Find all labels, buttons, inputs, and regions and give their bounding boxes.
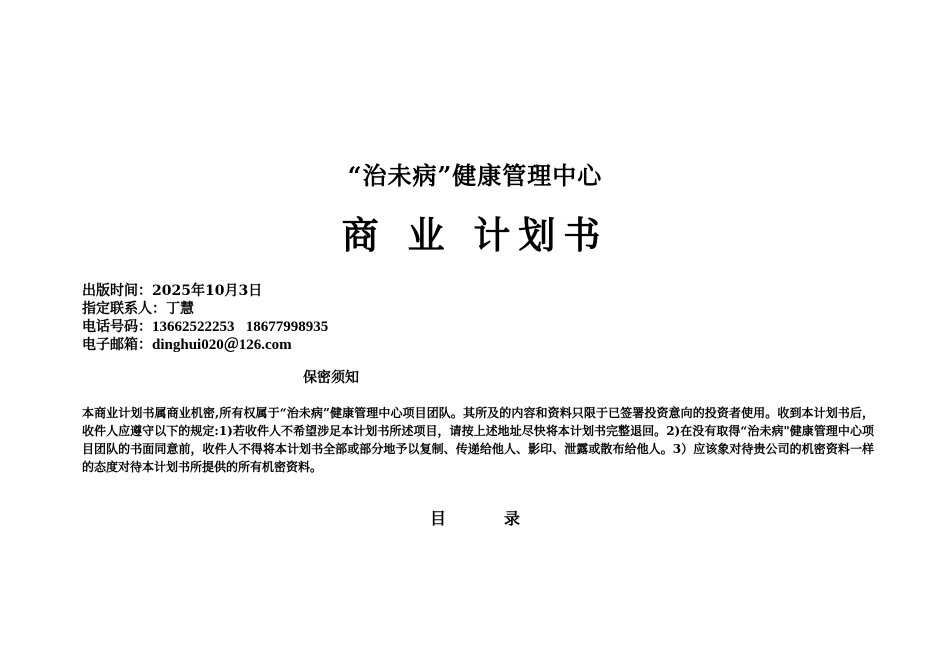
publication-info (82, 282, 328, 354)
org-title: “治未病”健康管理中心 (347, 161, 603, 190)
contact-value: 丁慧 (166, 301, 194, 317)
confidentiality-heading: 保密须知 (303, 370, 359, 386)
confidentiality-text: 本商业计划书属商业机密,所有权属于“治未病”健康管理中心项目团队。其所及的内容和资料只限于已签署投资意向的投资者使用。收到本计划书后，收件人应遵守以下的规定:1)若收件人不希望涉足本计划书所述项目，请按上述地址尽快将本计划书完整退回。2)在没有取得“治未病"健康管理中心项目团队的书面同意前，收件人不得将本计划书全部或部分地予以复制、传递给他人、影印、泄露或散布给他人。3）应该象对待贵公司的机密资料一样的态度对待本计划书所提供的所有机密资料。 (82, 406, 874, 474)
email-label: 电子邮箱： (82, 337, 152, 353)
publish-date-label: 出版时间： (82, 283, 152, 299)
phone-label: 电话号码： (82, 319, 152, 335)
contact-label: 指定联系人： (82, 301, 166, 317)
publish-date-row (82, 282, 328, 300)
phone-row (82, 318, 328, 336)
table-of-contents-heading: 目录 (429, 509, 578, 528)
contact-row (82, 300, 328, 318)
publish-date-value: 2025年10月3日 (152, 283, 263, 299)
email-value: dinghui020＠126.com (152, 337, 292, 353)
phone-value: 13662522253 18677998935 (152, 319, 329, 335)
document-title: 商 业 计划书 (341, 213, 609, 257)
email-row (82, 336, 328, 354)
